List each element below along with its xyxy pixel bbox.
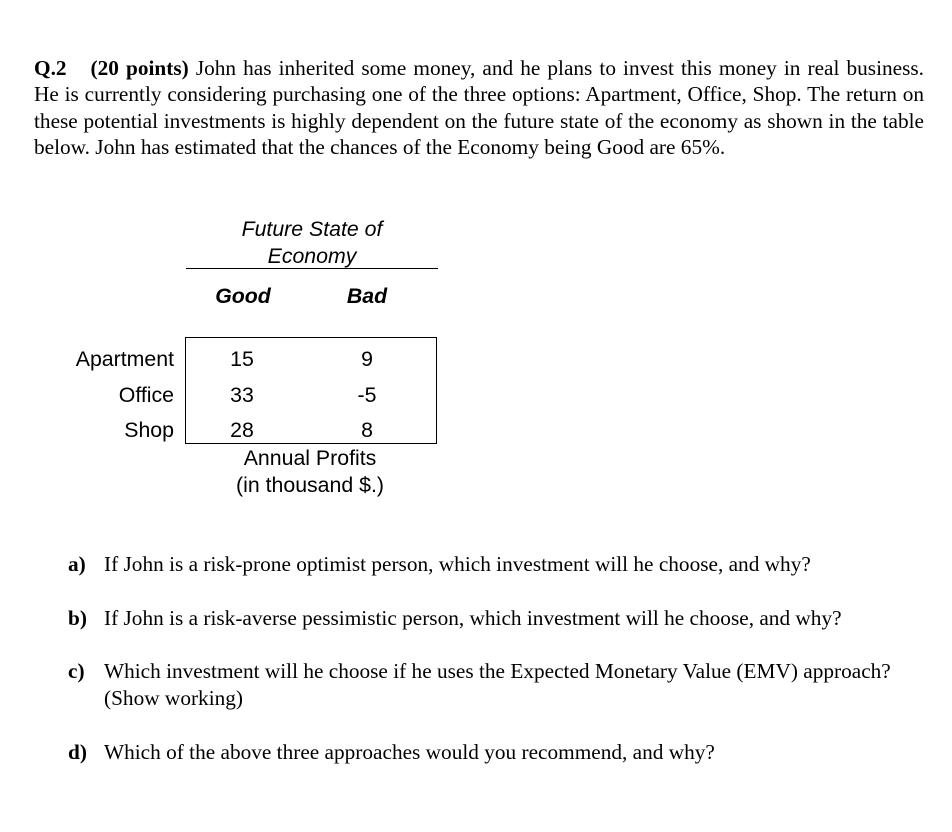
cell-office-bad: -5 [357,383,377,407]
table-caption-line1: Annual Profits [243,446,377,470]
subquestion-c-text: Which investment will he choose if he uses the Expected Monetary Value (EMV) approach? (Show working) [104,659,891,710]
subquestion-c [68,658,928,712]
cell-apartment-bad: 9 [361,347,373,371]
row-label-office: Office [118,383,174,407]
question-intro-text: John has inherited some money, and he plans to invest this money in real business. He is currently considering purchasing one of the three options: Apartment, Office, Shop. The return on these potential investments is highly dependent on the future state of the economy as shown in the table below. John has estimated that the chances of the Economy being Good are 65%. [34,56,924,159]
question-intro [34,55,924,160]
row-label-apartment: Apartment [75,347,174,371]
column-header-good: Good [215,284,271,308]
table-header-line2: Economy [267,244,357,268]
table-header-line1: Future State of [241,217,383,241]
cell-shop-good: 28 [230,418,254,442]
table-header-title [186,216,438,270]
table-caption-line2: (in thousand $.) [236,473,384,497]
subquestion-d [68,739,928,766]
table-caption [190,445,430,499]
subquestion-b-text: If John is a risk-averse pessimistic person, which investment will he choose, and why? [104,606,842,630]
cell-shop-bad: 8 [361,418,373,442]
cell-office-good: 33 [230,383,254,407]
subquestion-d-text: Which of the above three approaches would you recommend, and why? [104,740,715,764]
subquestion-d-letter: d) [68,740,87,764]
subquestion-a [68,551,928,578]
subquestion-c-letter: c) [68,659,85,683]
question-points: (20 points) [90,56,189,80]
row-label-shop: Shop [124,418,174,442]
cell-apartment-good: 15 [230,347,254,371]
column-header-bad: Bad [346,284,388,308]
question-number: Q.2 [34,56,67,80]
subquestion-b [68,605,928,632]
table-header-rule [186,268,438,269]
subquestion-a-text: If John is a risk-prone optimist person, which investment will he choose, and why? [104,552,811,576]
subquestion-a-letter: a) [68,552,86,576]
subquestion-b-letter: b) [68,606,87,630]
